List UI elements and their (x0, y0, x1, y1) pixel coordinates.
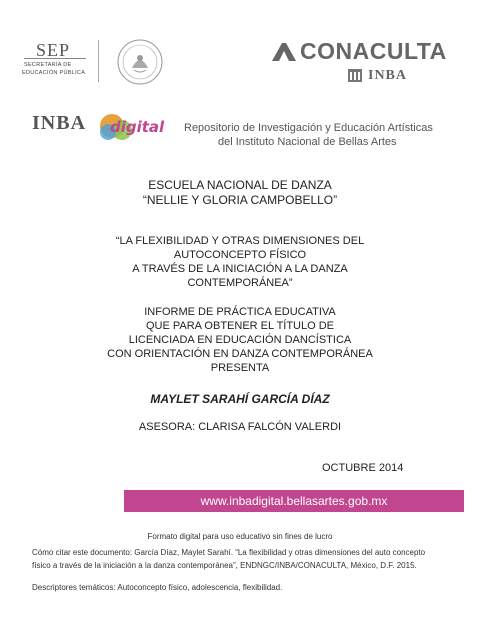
document-date: OCTUBRE 2014 (322, 462, 404, 474)
school-name-line-2: “NELLIE Y GLORIA CAMPOBELLO” (142, 193, 338, 207)
sep-subtitle-2: EDUCACIÓN PÚBLICA (22, 70, 86, 76)
advisor-name: ASESORA: CLARISA FALCÓN VALERDI (138, 421, 342, 433)
author-name: MAYLET SARAHÍ GARCÍA DÍAZ (150, 392, 330, 406)
repository-url-link[interactable]: www.inbadigital.bellasartes.gob.mx (200, 494, 388, 508)
digital-logo-icon (98, 108, 168, 142)
thesis-title-line: “LA FLEXIBILIDAD Y OTRAS DIMENSIONES DEL (115, 235, 365, 247)
thematic-descriptors: Descriptores temáticos: Autoconcepto físico, adolescencia, flexibilidad. (32, 583, 283, 592)
repository-title-line-2: del Instituto Nacional de Bellas Artes (218, 136, 397, 148)
inba-building-icon (348, 69, 362, 82)
conaculta-logo-text: CONACULTA (300, 38, 447, 64)
citation-line-1: Cómo citar este documento: García Díaz, Maylet Sarahí. “La flexibilidad y otras dimensiones del auto concepto (32, 548, 426, 557)
inba-digital-inba-text: INBA (32, 112, 87, 134)
thesis-title-line: AUTOCONCEPTO FÍSICO (173, 249, 307, 261)
thesis-title-line: CONTEMPORÁNEA” (187, 277, 293, 289)
report-description-line: LICENCIADA EN EDUCACIÓN DANCÍSTICA (128, 334, 352, 346)
sep-logo-text: SEP (36, 40, 71, 60)
sep-divider (24, 58, 86, 59)
mexican-seal-icon (116, 38, 164, 86)
repository-title-line-1: Repositorio de Investigación y Educación Artísticas (184, 122, 433, 134)
report-description-line: PRESENTA (210, 362, 270, 374)
citation-line-2: físico a través de la iniciación a la danza contemporánea”, ENDNGC/INBA/CONACULTA, México, D.F. 2015. (32, 561, 417, 570)
school-name-line-1: ESCUELA NACIONAL DE DANZA (148, 178, 332, 192)
format-note: Formato digital para uso educativo sin fines de lucro (147, 532, 333, 541)
sep-separator (98, 40, 99, 82)
svg-text:digital: digital (110, 118, 165, 136)
report-description-line: INFORME DE PRÁCTICA EDUCATIVA (144, 306, 336, 318)
sep-subtitle-1: SECRETARÍA DE (24, 62, 72, 68)
report-description-line: QUE PARA OBTENER EL TÍTULO DE (145, 320, 335, 332)
thesis-title-line: A TRAVÉS DE LA INICIACIÓN A LA DANZA (132, 263, 348, 275)
report-description-line: CON ORIENTACIÓN EN DANZA CONTEMPORÁNEA (107, 348, 373, 360)
conaculta-mark-icon (270, 41, 298, 63)
inba-logo-text: INBA (368, 68, 408, 83)
